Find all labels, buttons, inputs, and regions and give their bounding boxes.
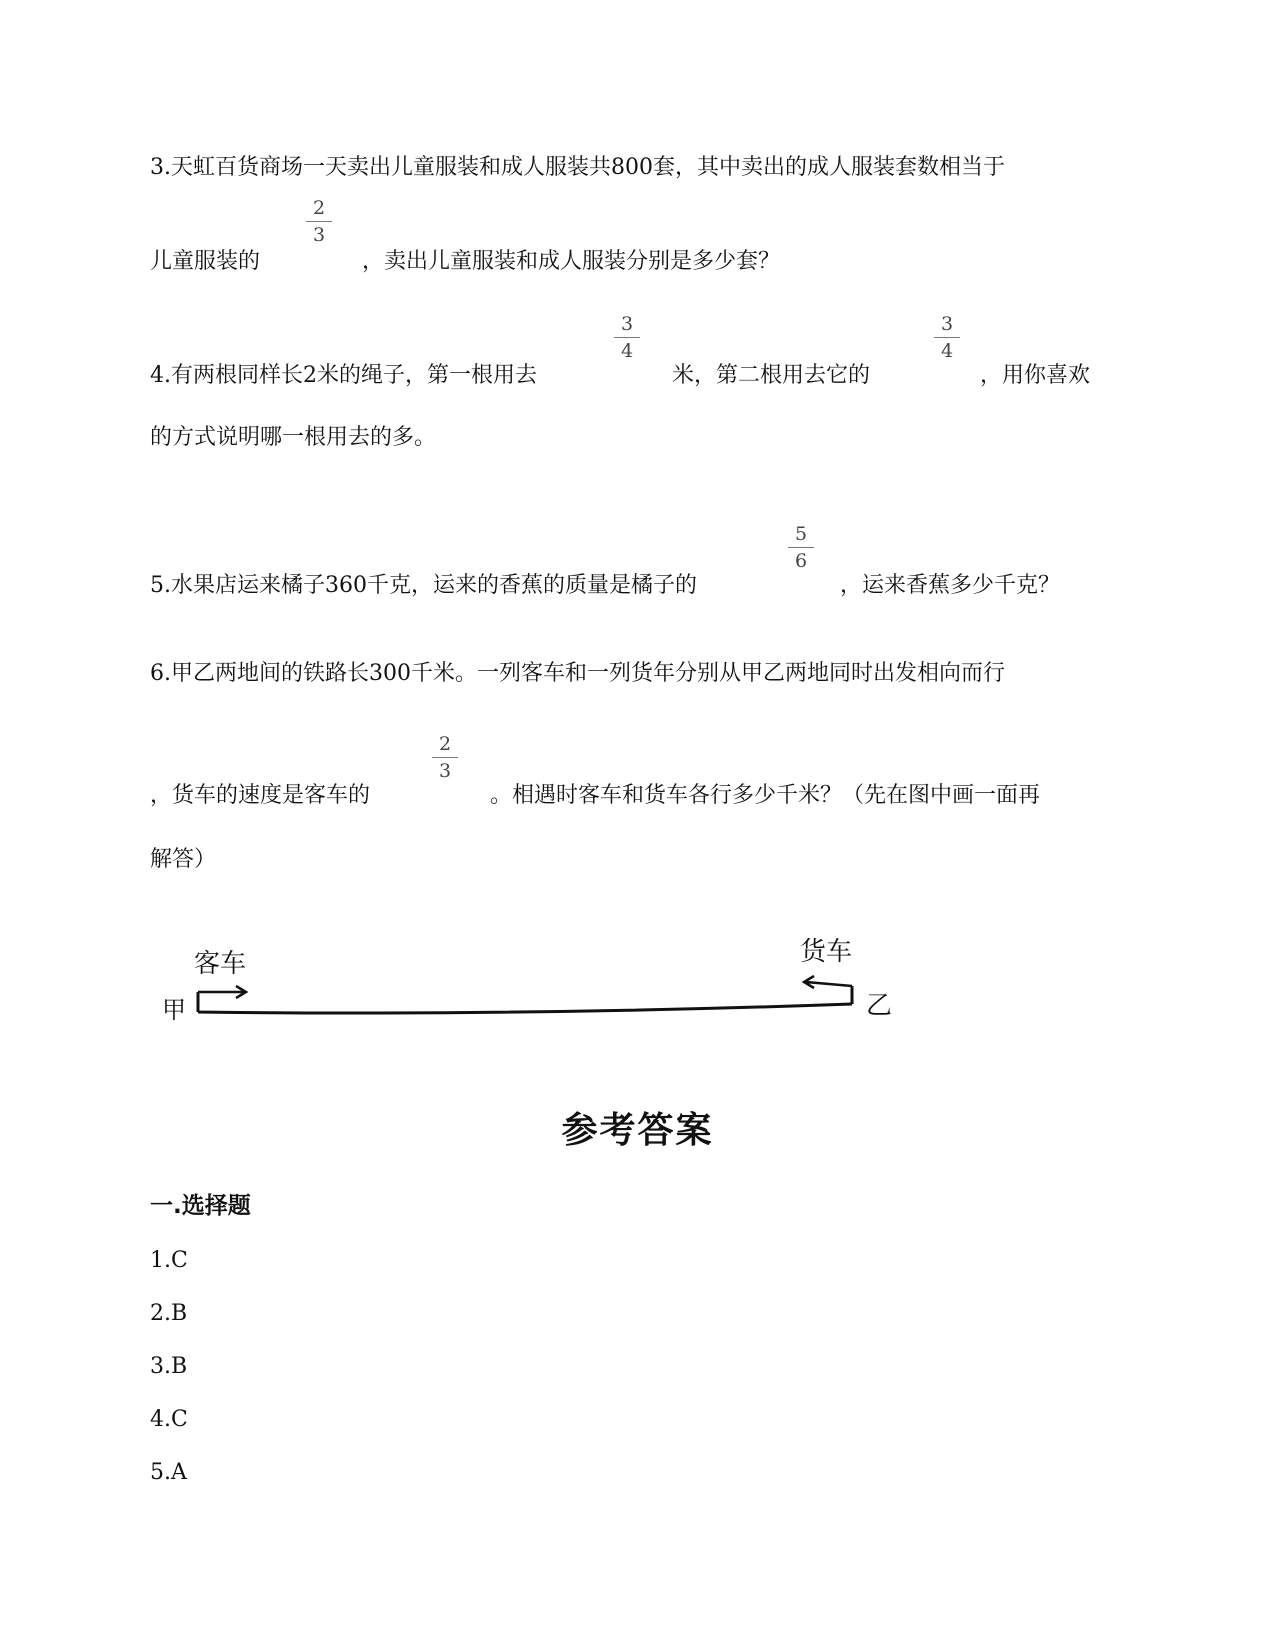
answer-item: 2.B [150,1301,188,1326]
q3-fraction-numerator: 2 [312,197,326,219]
q3-fraction [306,196,332,247]
left-arrow-icon [804,976,852,988]
q4-line1a: 4.有两根同样长2米的绳子，第一根用去 [150,363,537,388]
diagram-label-jia: 甲 [162,996,186,1024]
q5-line1b: ，运来香蕉多少千克？ [840,573,1061,598]
diagram-label-passenger-train: 客车 [194,949,247,979]
q6-line1: 6.甲乙两地间的铁路长300千米。一列客车和一列货年分别从甲乙两地同时出发相向而行 [150,661,1005,686]
q5-fraction [788,522,814,573]
q6-fraction-numerator: 2 [438,733,452,755]
q5-fraction-denominator: 6 [794,550,808,572]
q3-fraction-denominator: 3 [312,224,326,246]
q4-line1c: ，用你喜欢 [980,363,1091,388]
diagram-label-freight-train: 货车 [800,937,853,967]
q6-line3: 解答） [150,847,217,872]
q4-fraction-1-denominator: 4 [620,340,634,362]
q6-fraction-denominator: 3 [438,760,452,782]
q4-fraction-1 [614,312,640,363]
q4-line2: 的方式说明哪一根用去的多。 [150,425,437,450]
q4-fraction-2 [934,312,960,363]
route-diagram [160,930,900,1030]
q4-fraction-1-numerator: 3 [620,313,634,335]
q4-fraction-2-denominator: 4 [940,340,954,362]
q4-fraction-2-numerator: 3 [940,313,954,335]
q5-fraction-numerator: 5 [794,523,808,545]
q6-line2a: ，货车的速度是客车的 [150,783,371,808]
q3-line1: 3.天虹百货商场一天卖出儿童服装和成人服装共800套，其中卖出的成人服装套数相当于 [150,155,1005,180]
answers-title: 参考答案 [561,1110,714,1151]
railway-line [198,992,852,1013]
answer-item: 1.C [150,1248,188,1273]
q3-line2a: 儿童服装的 [150,249,261,274]
q6-line2b: 。相遇时客车和货车各行多少千米？（先在图中画一面再 [490,783,1041,808]
right-arrow-icon [198,986,246,998]
q6-fraction [432,732,458,783]
diagram-label-yi: 乙 [866,991,893,1021]
q4-line1b: 米，第二根用去它的 [672,363,871,388]
q5-line1a: 5.水果店运来橘子360千克，运来的香蕉的质量是橘子的 [150,573,697,598]
answer-item: 3.B [150,1354,188,1379]
q3-line2b: ，卖出儿童服装和成人服装分别是多少套？ [362,249,781,274]
answer-item: 4.C [150,1407,188,1432]
section-choice-heading: 一.选择题 [150,1193,251,1219]
answer-item: 5.A [150,1460,187,1485]
